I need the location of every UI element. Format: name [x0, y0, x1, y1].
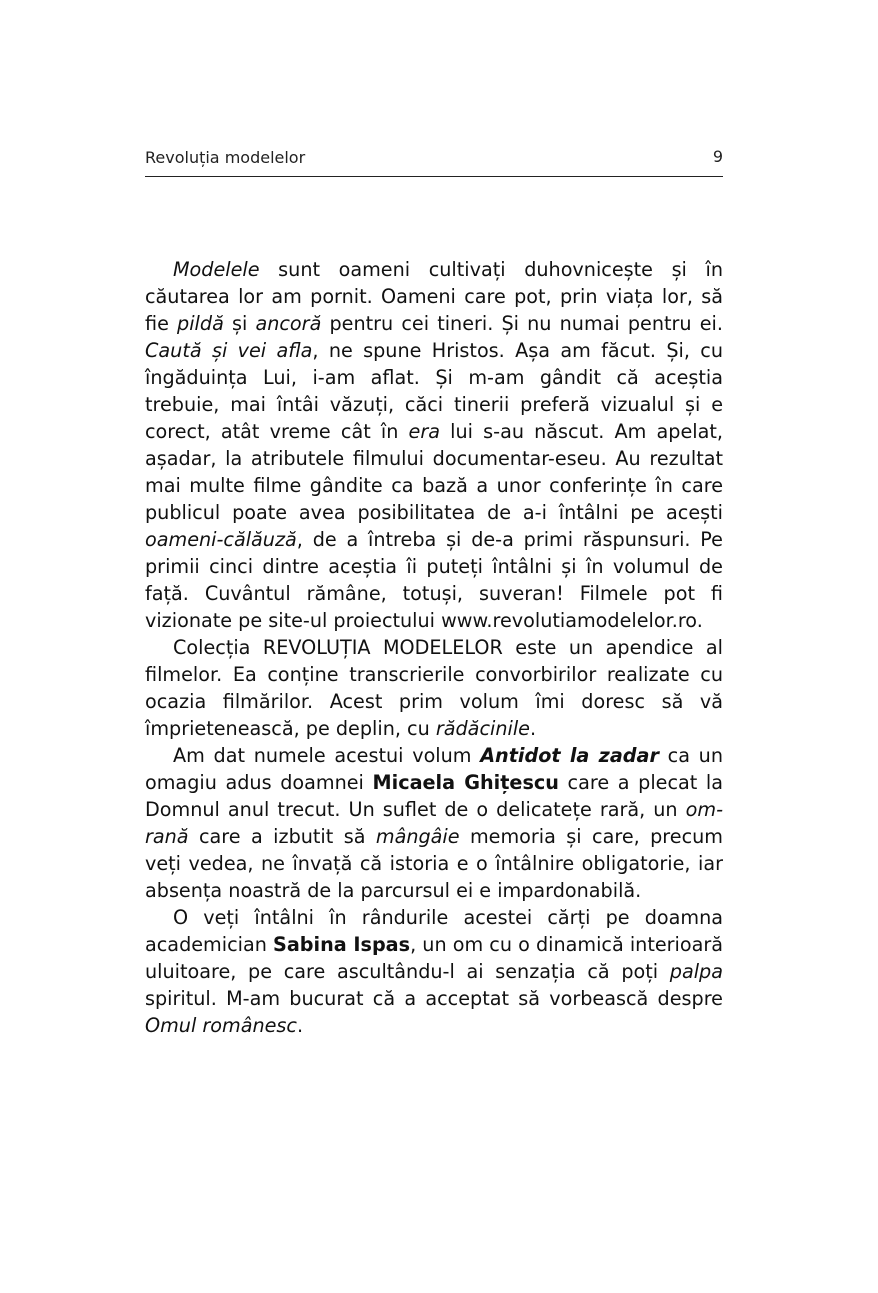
- person-name: Micaela Ghițescu: [372, 771, 559, 794]
- paragraph-3: Am dat numele acestui volum Antidot la zadar ca un omagiu adus doamnei Micaela Ghițescu care a plecat la Domnul anul trecut. Un suflet de o delicatețe rară, un om-rană care a izbutit să mângâie memoria și care, precum veți vedea, ne învață că istoria e o întâlnire obligatorie, iar absența noastră de la parcursul ei e impardonabilă.: [145, 744, 724, 902]
- running-title: Revoluția modelelor: [145, 148, 306, 167]
- italic-term: rădăcinile: [435, 717, 530, 740]
- italic-term: palpa: [669, 960, 723, 983]
- italic-term: pildă: [177, 312, 224, 335]
- paragraph-4: O veți întâlni în rândurile acestei cărți pe doamna academician Sabina Ispas, un om cu o dinamică interioară uluitoare, pe care ascultându-l ai senzația că poți palpa spiritul. M-am bucurat că a acceptat să vorbească despre Omul românesc.: [145, 906, 724, 1037]
- paragraph-1: Modelele sunt oameni cultivați duhovnicește și în căutarea lor am pornit. Oameni care pot, prin viața lor, să fie pildă și ancoră pentru cei tineri. Și nu numai pentru ei. Caută și vei afla, ne spune Hristos. Așa am făcut. Și, cu îngăduința Lui, i-am aflat. Și m-am gândit că aceștia trebuie, mai întâi văzuți, căci tinerii preferă vizualul și e corect, atât vreme cât în era lui s-au născut. Am apelat, așadar, la atributele filmului documentar-eseu. Au rezultat mai multe filme gândite ca bază a unor conferințe în care publicul poate avea posibilitatea de a-i întâlni pe acești oameni-călăuză, de a întreba și de-a primi răspunsuri. Pe primii cinci dintre aceștia îi puteți întâlni și în volumul de față. Cuvântul rămâne, totuși, suveran! Filmele pot fi vizionate pe site-ul proiectului www.revolutiamodelelor.ro.: [145, 258, 723, 632]
- italic-term: era: [408, 420, 440, 443]
- book-title: Antidot la zadar: [480, 744, 659, 767]
- paragraph-2: Colecția REVOLUȚIA MODELELOR este un apendice al filmelor. Ea conține transcrierile convorbirilor realizate cu ocazia filmărilor. Acest prim volum îmi doresc să vă împrietenească, pe deplin, cu rădăcinile.: [145, 636, 723, 740]
- italic-term: oameni-călăuză: [145, 528, 297, 551]
- page-number: 9: [712, 147, 723, 166]
- page-body: [145, 256, 723, 1039]
- italic-term: mângâie: [375, 825, 460, 848]
- running-header: [145, 146, 723, 177]
- person-name: Sabina Ispas: [273, 933, 411, 956]
- italic-term: Omul românesc: [145, 1014, 297, 1037]
- italic-term: Modelele: [173, 258, 260, 281]
- italic-term: ancoră: [255, 312, 322, 335]
- italic-quote: Caută și vei afla: [145, 339, 313, 362]
- italic-term: om-rană: [145, 798, 723, 848]
